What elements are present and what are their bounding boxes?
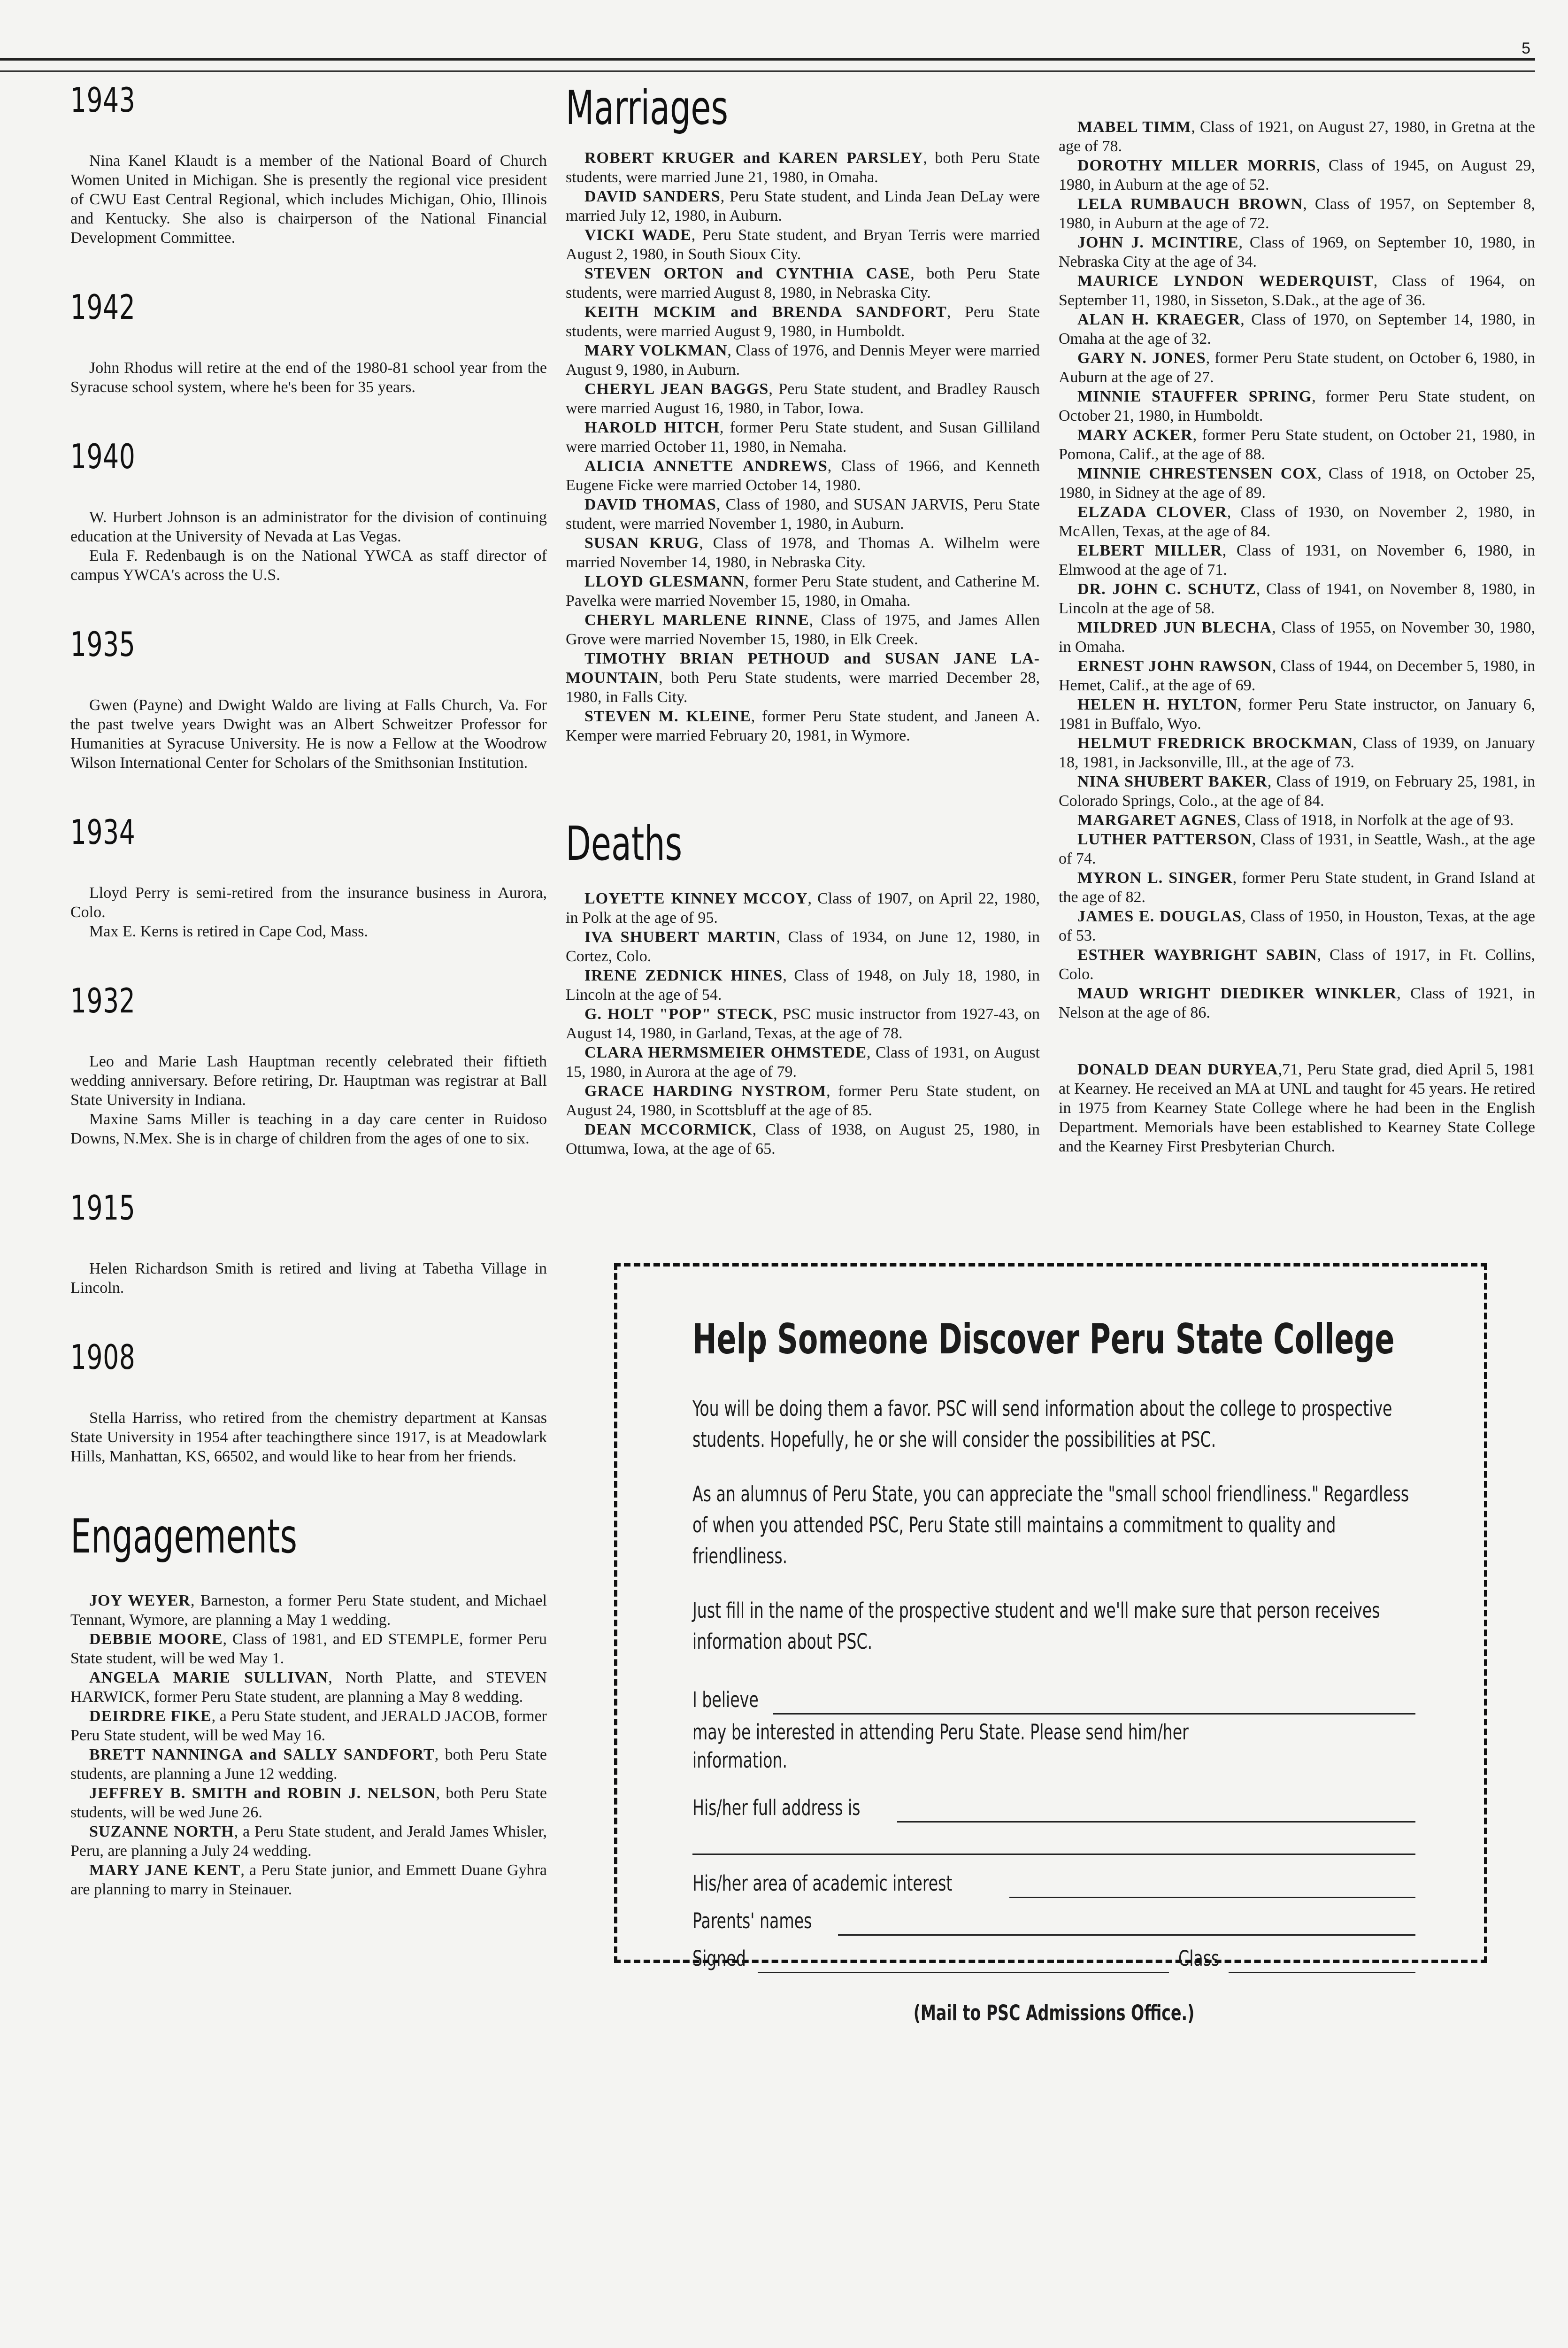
class-notes-column	[70, 80, 547, 1899]
marriage-item-text: , former Peru State student, and Janeen A. Kemper were married February 20, 1981, in Wymore.	[566, 708, 1040, 744]
class-note-entry	[70, 812, 547, 941]
class-note-text: W. Hurbert Johnson is an administrator for the division of continuing education at the University of Nevada at Las Vegas.	[70, 509, 547, 545]
death-item-names: NINA SHUBERT BAKER	[1077, 773, 1268, 790]
death-item-text: , Class of 1931, on August 15, 1980, in Aurora at the age of 79.	[566, 1044, 1040, 1081]
death-item	[1059, 271, 1535, 310]
marriage-item-names: ROBERT KRUGER and KAREN PARSLEY	[584, 149, 923, 167]
marriage-item	[566, 302, 1040, 341]
death-item-text: , Class of 1930, on November 2, 1980, in McAllen, Texas, at the age of 84.	[1059, 503, 1536, 540]
obituary-name: DONALD DEAN DURYEA	[1077, 1061, 1278, 1078]
coupon-paragraph-1: You will be doing them a favor. PSC will send information about the college to prospective students. Hopefully, he or she will consider the possibilities at PSC.	[692, 1396, 1392, 1452]
marriage-item-names: STEVEN M. KLEINE	[584, 708, 751, 725]
death-item	[1059, 695, 1535, 734]
marriages-list	[566, 148, 1040, 745]
class-note-entry	[70, 1188, 547, 1298]
death-item	[566, 1081, 1040, 1120]
death-item-text: , Class of 1944, on December 5, 1980, in Hemet, Calif., at the age of 69.	[1059, 657, 1535, 694]
engagement-item-text: , both Peru State students, are planning a June 12 wedding.	[70, 1746, 547, 1783]
deaths-continued-column	[1059, 117, 1535, 1156]
death-item-text: , Class of 1938, on August 25, 1980, in Ottumwa, Iowa, at the age of 65.	[566, 1121, 1040, 1158]
interest-field[interactable]	[1009, 1874, 1415, 1898]
marriage-item	[566, 707, 1040, 745]
marriage-item-names: KEITH MCKIM and BRENDA SANDFORT	[584, 303, 947, 321]
believe-note: may be interested in attending Peru State. Please send him/her information.	[692, 1720, 1189, 1773]
death-item-names: IRENE ZEDNICK HINES	[584, 967, 783, 984]
signed-row	[692, 1944, 1415, 1973]
class-note-text: Max E. Kerns is retired in Cape Cod, Mass.	[89, 923, 368, 940]
deaths-list	[566, 889, 1040, 1159]
death-item	[1059, 387, 1535, 425]
death-item-names: MAURICE LYNDON WEDERQUIST	[1077, 272, 1374, 290]
marriage-item-text: , Peru State student, and Bryan Terris were married August 2, 1980, in South Sioux City.	[566, 226, 1040, 263]
class-year-heading: 1942	[70, 287, 136, 327]
engagement-item	[70, 1861, 547, 1899]
marriage-item-text: , former Peru State student, and Catherine M. Pavelka were married November 15, 1980, in Omaha.	[566, 573, 1040, 610]
engagement-item	[70, 1668, 547, 1707]
death-item	[1059, 541, 1535, 579]
death-item-text: , Class of 1939, on January 18, 1981, in Jacksonville, Ill., at the age of 73.	[1059, 734, 1535, 771]
death-item-names: MAUD WRIGHT DIEDIKER WINKLER	[1077, 985, 1397, 1002]
death-item-text: , former Peru State student, on October 21, 1980, in Pomona, Calif., at the age of 88.	[1059, 426, 1535, 463]
engagement-item	[70, 1707, 547, 1745]
marriage-item	[566, 225, 1040, 264]
death-item-names: IVA SHUBERT MARTIN	[584, 928, 776, 946]
death-item	[1059, 984, 1535, 1022]
marriage-item-text: , Class of 1978, and Thomas A. Wilhelm were married November 14, 1980, in Nebraska City.	[566, 534, 1040, 571]
believe-label: I believe	[692, 1687, 759, 1712]
class-year-heading: 1935	[70, 625, 136, 664]
death-item-text: , Class of 1921, in Nelson at the age of 86.	[1059, 985, 1535, 1021]
death-item-names: ERNEST JOHN RAWSON	[1077, 657, 1272, 675]
death-item-text: , former Peru State instructor, on January 6, 1981 in Buffalo, Wyo.	[1059, 696, 1535, 733]
death-item	[1059, 945, 1535, 984]
death-item	[1059, 618, 1535, 657]
marriage-item-text: , both Peru State students, were married June 21, 1980, in Omaha.	[566, 149, 1040, 186]
marriage-item	[566, 610, 1040, 649]
marriage-item-names: CHERYL MARLENE RINNE	[584, 611, 809, 629]
death-item-text: , Class of 1964, on September 11, 1980, in Sisseton, S.Dak., at the age of 36.	[1059, 272, 1535, 309]
death-item-text: , Class of 1918, on October 25, 1980, in Sidney at the age of 89.	[1059, 465, 1535, 502]
class-note-text: Stella Harriss, who retired from the chemistry department at Kansas State University in 1954 after teachingthere since 1917, is at Meadowlark Hills, Manhattan, KS, 66502, and would like to hear from her friends.	[70, 1409, 547, 1465]
death-item-names: HELEN H. HYLTON	[1077, 696, 1238, 713]
engagement-item-names: MARY JANE KENT	[89, 1861, 241, 1879]
interest-label: His/her area of academic interest	[692, 1871, 953, 1896]
class-note-entry	[70, 981, 547, 1148]
page-number: 5	[1522, 39, 1530, 57]
death-item-names: ELZADA CLOVER	[1077, 503, 1227, 521]
marriage-item-names: ALICIA ANNETTE ANDREWS	[584, 457, 828, 475]
death-item-text: , Class of 1970, on September 14, 1980, in Omaha at the age of 32.	[1059, 311, 1535, 348]
obituary-text: ,71, Peru State grad, died April 5, 1981 at Kearney. He received an MA at UNL and taught for 45 years. He retired in 1975 from Kearney State College where he had been in the English Department. Memorials have been established to Kearney State College and the Kearney First Presbyterian Church.	[1059, 1061, 1535, 1155]
class-note-text: Leo and Marie Lash Hauptman recently celebrated their fiftieth wedding anniversary. Before retiring, Dr. Hauptman was registrar at Ball State University in Indiana.	[70, 1053, 547, 1109]
coupon-box	[614, 1263, 1487, 2025]
death-item	[1059, 579, 1535, 618]
engagement-item-text: , a Peru State student, and JERALD JACOB, former Peru State student, will be wed May 16.	[70, 1707, 547, 1744]
class-note-text: Maxine Sams Miller is teaching in a day care center in Ruidoso Downs, N.Mex. She is in charge of children from the ages of one to six.	[70, 1111, 547, 1147]
class-year-heading: 1932	[70, 981, 136, 1020]
address-row	[692, 1793, 1415, 1823]
prospect-name-field[interactable]	[773, 1691, 1415, 1715]
marriage-item	[566, 341, 1040, 379]
class-year-heading: 1908	[70, 1337, 136, 1377]
believe-row	[692, 1685, 1415, 1715]
death-item	[1059, 907, 1535, 945]
death-item	[1059, 734, 1535, 772]
death-item-names: ELBERT MILLER	[1077, 542, 1222, 559]
engagement-item	[70, 1591, 547, 1630]
death-item	[1059, 194, 1535, 233]
death-item-text: , Class of 1950, in Houston, Texas, at the age of 53.	[1059, 908, 1535, 944]
death-item-names: LELA RUMBAUCH BROWN	[1077, 195, 1303, 213]
death-item-names: CLARA HERMSMEIER OHMSTEDE	[584, 1044, 867, 1061]
class-note-text: Lloyd Perry is semi-retired from the insurance business in Aurora, Colo.	[70, 884, 547, 921]
death-item-names: MILDRED JUN BLECHA	[1077, 619, 1272, 636]
marriage-item-names: VICKI WADE	[584, 226, 692, 244]
engagement-item-names: JEFFREY B. SMITH and ROBIN J. NELSON	[89, 1784, 436, 1802]
death-item	[1059, 811, 1535, 830]
death-item	[1059, 464, 1535, 502]
death-item-names: JAMES E. DOUGLAS	[1077, 908, 1242, 925]
marriage-item-names: DAVID SANDERS	[584, 188, 721, 205]
mail-note: (Mail to PSC Admissions Office.)	[913, 2000, 1195, 2025]
death-item-names: HELMUT FREDRICK BROCKMAN	[1077, 734, 1353, 752]
death-item-names: MARY ACKER	[1077, 426, 1193, 444]
death-item	[1059, 868, 1535, 907]
obituary	[1059, 1060, 1535, 1156]
death-item-text: , Class of 1918, in Norfolk at the age of 93.	[1237, 811, 1514, 829]
death-item-names: GRACE HARDING NYSTROM	[584, 1082, 827, 1100]
marriage-item-names: MARY VOLKMAN	[584, 342, 728, 359]
marriage-item-text: , both Peru State students, were married December 28, 1980, in Falls City.	[566, 669, 1040, 706]
death-item-text: , Class of 1934, on June 12, 1980, in Cortez, Colo.	[566, 928, 1040, 965]
engagements-list	[70, 1591, 547, 1899]
death-item-names: DOROTHY MILLER MORRIS	[1077, 157, 1316, 174]
top-rule	[0, 58, 1535, 61]
death-item-names: MINNIE STAUFFER SPRING	[1077, 388, 1312, 405]
death-item-text: , Class of 1969, on September 10, 1980, in Nebraska City at the age of 34.	[1059, 234, 1535, 270]
class-year-heading: 1943	[70, 80, 136, 120]
marriage-item-text: , former Peru State student, and Susan Gilliland were married October 11, 1980, in Nemaha.	[566, 419, 1040, 456]
death-item	[1059, 117, 1535, 156]
death-item	[566, 1004, 1040, 1043]
marriage-item	[566, 533, 1040, 572]
engagement-item-text: , both Peru State students, will be wed June 26.	[70, 1784, 547, 1821]
address-field[interactable]	[897, 1799, 1415, 1823]
death-item	[566, 1120, 1040, 1159]
death-item	[566, 966, 1040, 1004]
engagement-item-names: SUZANNE NORTH	[89, 1823, 234, 1840]
marriage-item	[566, 148, 1040, 187]
death-item-names: DR. JOHN C. SCHUTZ	[1077, 580, 1256, 598]
marriage-item-text: , Class of 1980, and SUSAN JARVIS, Peru State student, were married November 1, 1980, in Auburn.	[566, 496, 1040, 533]
death-item-names: MINNIE CHRESTENSEN COX	[1077, 465, 1318, 482]
class-year-heading: 1934	[70, 812, 136, 852]
death-item	[1059, 657, 1535, 695]
deaths-list-continued	[1059, 117, 1535, 1022]
class-field[interactable]	[1229, 1949, 1415, 1973]
death-item-text: , Class of 1955, on November 30, 1980, in Omaha.	[1059, 619, 1535, 656]
engagement-item-text: , North Platte, and STEVEN HARWICK, former Peru State student, are planning a May 8 wedding.	[70, 1669, 547, 1706]
engagement-item-names: DEBBIE MOORE	[89, 1630, 223, 1648]
engagement-item	[70, 1822, 547, 1861]
parents-label: Parents' names	[692, 1908, 812, 1933]
marriage-item	[566, 187, 1040, 225]
class-note-text: Gwen (Payne) and Dwight Waldo are living at Falls Church, Va. For the past twelve years Dwight was an Albert Schweitzer Professor for Humanities at Syracuse University. He is now a Fellow at the Woodrow Wilson International Center for Scholars of the Smithsonian Institution.	[70, 696, 547, 772]
death-item-text: , Class of 1907, on April 22, 1980, in Polk at the age of 95.	[566, 890, 1040, 927]
death-item	[1059, 830, 1535, 868]
marriage-item	[566, 379, 1040, 418]
marriage-item-names: CHERYL JEAN BAGGS	[584, 380, 769, 398]
death-item-text: , Class of 1957, on September 8, 1980, in Auburn at the age of 72.	[1059, 195, 1535, 232]
death-item-names: JOHN J. MCINTIRE	[1077, 234, 1239, 251]
address-field-2[interactable]	[692, 1831, 1415, 1855]
death-item-names: LOYETTE KINNEY MCCOY	[584, 890, 808, 907]
coupon-paragraph-3: Just fill in the name of the prospective student and we'll make sure that person receives information about PSC.	[692, 1598, 1380, 1654]
marriage-item	[566, 572, 1040, 610]
death-item-text: , Class of 1931, in Seattle, Wash., at the age of 74.	[1059, 831, 1535, 867]
class-year-heading: 1940	[70, 437, 136, 476]
engagement-item-names: BRETT NANNINGA and SALLY SANDFORT	[89, 1746, 435, 1763]
marriage-item-text: , Class of 1966, and Kenneth Eugene Ficke were married October 14, 1980.	[566, 457, 1040, 494]
death-item-text: , former Peru State student, in Grand Island at the age of 82.	[1059, 869, 1535, 906]
death-item-text: , Class of 1919, on February 25, 1981, in Colorado Springs, Colo., at the age of 84.	[1059, 773, 1535, 810]
marriage-item-names: LLOYD GLESMANN	[584, 573, 745, 590]
death-item	[1059, 310, 1535, 348]
death-item-names: MYRON L. SINGER	[1077, 869, 1233, 887]
class-note-text: John Rhodus will retire at the end of the 1980-81 school year from the Syracuse school system, where he's been for 35 years.	[70, 359, 547, 396]
death-item	[1059, 348, 1535, 387]
death-item	[1059, 233, 1535, 271]
marriage-item-names: TIMOTHY BRIAN PETHOUD and SUSAN JANE LA-MOUNTAIN	[566, 650, 1040, 687]
marriage-item-text: , Peru State students, were married August 9, 1980, in Humboldt.	[566, 303, 1040, 340]
engagement-item-text: , Barneston, a former Peru State student, and Michael Tennant, Wymore, are planning a May 1 wedding.	[70, 1592, 547, 1629]
engagement-item-names: ANGELA MARIE SULLIVAN	[89, 1669, 329, 1686]
death-item-text: , PSC music instructor from 1927-43, on August 14, 1980, in Garland, Texas, at the age of 78.	[566, 1005, 1040, 1042]
marriage-item-names: HAROLD HITCH	[584, 419, 720, 436]
death-item-names: ALAN H. KRAEGER	[1077, 311, 1241, 328]
death-item-text: , former Peru State student, on October 6, 1980, in Auburn at the age of 27.	[1059, 349, 1535, 386]
marriage-item-text: , Class of 1975, and James Allen Grove were married November 15, 1980, in Elk Creek.	[566, 611, 1040, 648]
class-note-text: Eula F. Redenbaugh is on the National YWCA as staff director of campus YWCA's across the U.S.	[70, 547, 547, 584]
signed-label: Signed	[692, 1946, 746, 1971]
engagements-section	[70, 1508, 547, 1899]
class-year-heading: 1915	[70, 1188, 136, 1228]
marriage-item	[566, 264, 1040, 302]
engagements-heading: Engagements	[70, 1509, 297, 1564]
engagement-item-names: JOY WEYER	[89, 1592, 191, 1609]
parents-field[interactable]	[838, 1912, 1415, 1936]
death-item	[566, 889, 1040, 927]
death-item	[566, 1043, 1040, 1081]
parents-row	[692, 1907, 1415, 1936]
deaths-heading: Deaths	[566, 816, 683, 871]
engagement-item	[70, 1630, 547, 1668]
marriage-item-text: , Peru State student, and Linda Jean DeLay were married July 12, 1980, in Auburn.	[566, 188, 1040, 224]
death-item-text: , Class of 1945, on August 29, 1980, in Auburn at the age of 52.	[1059, 157, 1535, 193]
signature-field[interactable]	[758, 1949, 1169, 1973]
marriage-item	[566, 456, 1040, 495]
death-item-names: DEAN MCCORMICK	[584, 1121, 753, 1138]
engagement-item	[70, 1745, 547, 1784]
address-label: His/her full address is	[692, 1795, 861, 1820]
class-note-text: Nina Kanel Klaudt is a member of the National Board of Church Women United in Michigan. She is presently the regional vice president of CWU East Central Regional, which includes Michigan, Ohio, Illinois and Kentucky. She also is chairperson of the National Financial Development Committee.	[70, 152, 547, 247]
marriage-item-names: STEVEN ORTON and CYNTHIA CASE	[584, 265, 911, 282]
death-item-names: MARGARET AGNES	[1077, 811, 1237, 829]
death-item-names: LUTHER PATTERSON	[1077, 831, 1252, 848]
engagement-item-names: DEIRDRE FIKE	[89, 1707, 212, 1725]
class-notes	[70, 80, 547, 1466]
death-item-names: G. HOLT "POP" STECK	[584, 1005, 774, 1023]
engagement-item-text: , Class of 1981, and ED STEMPLE, former Peru State student, will be wed May 1.	[70, 1630, 547, 1667]
class-note-entry	[70, 287, 547, 397]
death-item	[1059, 156, 1535, 194]
class-note-entry	[70, 624, 547, 772]
marriage-item-text: , Class of 1976, and Dennis Meyer were married August 9, 1980, in Auburn.	[566, 342, 1040, 378]
death-item	[1059, 502, 1535, 541]
death-item-text: , Class of 1941, on November 8, 1980, in Lincoln at the age of 58.	[1059, 580, 1535, 617]
class-note-entry	[70, 80, 547, 247]
death-item	[1059, 772, 1535, 811]
marriage-item-names: DAVID THOMAS	[584, 496, 716, 513]
marriage-item	[566, 418, 1040, 456]
death-item-text: , former Peru State student, on October 21, 1980, in Humboldt.	[1059, 388, 1535, 425]
marriages-deaths-column	[566, 80, 1040, 1159]
class-note-entry	[70, 1337, 547, 1466]
death-item-text: , Class of 1931, on November 6, 1980, in Elmwood at the age of 71.	[1059, 542, 1536, 579]
engagement-item-text: , a Peru State student, and Jerald James Whisler, Peru, are planning a July 24 wedding.	[70, 1823, 547, 1860]
death-item-text: , Class of 1917, in Ft. Collins, Colo.	[1059, 946, 1535, 983]
address-row-2	[692, 1831, 1415, 1855]
marriage-item-text: , both Peru State students, were married August 8, 1980, in Nebraska City.	[566, 265, 1040, 301]
death-item-text: , Class of 1948, on July 18, 1980, in Lincoln at the age of 54.	[566, 967, 1040, 1004]
marriage-item-text: , Peru State student, and Bradley Rausch were married August 16, 1980, in Tabor, Iowa.	[566, 380, 1040, 417]
coupon-title: Help Someone Discover Peru State College	[692, 1315, 1395, 1363]
marriage-item-names: SUSAN KRUG	[584, 534, 699, 552]
death-item-names: GARY N. JONES	[1077, 349, 1206, 367]
death-item-text: , Class of 1921, on August 27, 1980, in Gretna at the age of 78.	[1059, 118, 1535, 155]
marriage-item	[566, 649, 1040, 707]
class-note-entry	[70, 436, 547, 585]
death-item-names: MABEL TIMM	[1077, 118, 1191, 136]
marriages-heading: Marriages	[566, 80, 728, 135]
top-rule-secondary	[0, 70, 1535, 72]
engagement-item	[70, 1784, 547, 1822]
coupon-paragraph-2: As an alumnus of Peru State, you can appreciate the "small school friendliness." Regardless of when you attended PSC, Peru State still maintains a commitment to quality and friendliness.	[692, 1482, 1409, 1568]
marriage-item	[566, 495, 1040, 533]
death-item	[566, 927, 1040, 966]
class-label: Class	[1178, 1946, 1220, 1971]
death-item-text: , former Peru State student, on August 24, 1980, in Scottsbluff at the age of 85.	[566, 1082, 1040, 1119]
class-note-text: Helen Richardson Smith is retired and living at Tabetha Village in Lincoln.	[70, 1260, 547, 1297]
death-item-names: ESTHER WAYBRIGHT SABIN	[1077, 946, 1317, 964]
interest-row	[692, 1869, 1415, 1898]
death-item	[1059, 425, 1535, 464]
engagement-item-text: , a Peru State junior, and Emmett Duane Gyhra are planning to marry in Steinauer.	[70, 1861, 547, 1898]
